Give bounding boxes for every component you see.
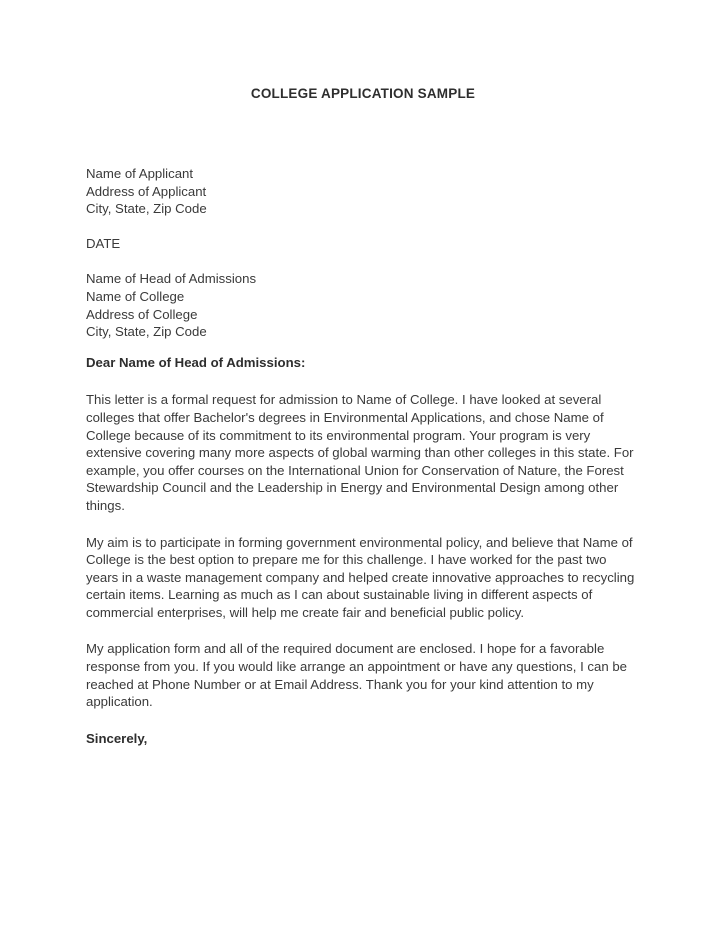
sender-name-line: Name of Applicant [86, 166, 194, 181]
recipient-address-block [86, 270, 640, 340]
date-line: DATE [86, 235, 121, 251]
date-block [86, 235, 640, 253]
recipient-city-line: City, State, Zip Code [86, 324, 207, 340]
body-paragraph-3: My application form and all of the required document are enclosed. I hope for a favorable response from you. If you would like arrange an appointment or have any questions, I can be reached at Phone Number or at Email Address. Thank you for your kind attention to my application. [86, 641, 628, 710]
sender-city-line: City, State, Zip Code [86, 201, 207, 217]
body-paragraph-1: This letter is a formal request for admission to Name of College. I have looked at several colleges that offer Bachelor's degrees in Environmental Applications, and chose Name of College because of its commitment to its environmental program. Your program is very extensive covering many more aspects of global warming than other colleges in this state. For example, you offer courses on the International Union for Conservation of Nature, the Forest Stewardship Council and the Leadership in Energy and Environmental Design among other things. [86, 392, 634, 513]
body-paragraph-2: My aim is to participate in forming government environmental policy, and believe that Name of College is the best option to prepare me for this challenge. I have worked for the past two years in a waste management company and helped create innovative approaches to recycling certain items. Learning as much as I can about sustainable living in different aspects of commercial enterprises, will help me create fair and beneficial public policy. [86, 534, 635, 620]
recipient-college-line: Name of College [86, 288, 185, 304]
recipient-address-line: Address of College [86, 306, 198, 322]
salutation: Dear Name of Head of Admissions: [86, 354, 306, 370]
sender-address-line: Address of Applicant [86, 183, 207, 199]
closing-line: Sincerely, [86, 730, 148, 746]
recipient-name-line: Name of Head of Admissions [86, 271, 257, 287]
document-title: COLLEGE APPLICATION SAMPLE [250, 86, 476, 101]
sender-address-block [86, 165, 640, 218]
